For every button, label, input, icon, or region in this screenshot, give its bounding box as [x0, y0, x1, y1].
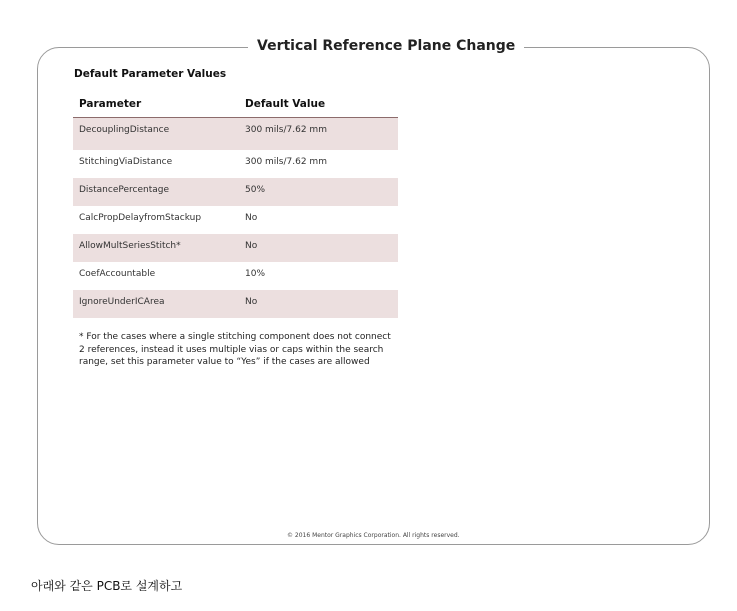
- cell-parameter: IgnoreUnderICArea: [73, 290, 239, 318]
- table-row: [73, 234, 398, 262]
- section-title: Default Parameter Values: [74, 68, 227, 80]
- table-row: [73, 150, 398, 178]
- cell-value: 300 mils/7.62 mm: [239, 118, 398, 150]
- table-row: [73, 206, 398, 234]
- table-row: [73, 178, 398, 206]
- cell-parameter: CoefAccountable: [79, 268, 156, 279]
- cell-value: No: [245, 212, 258, 223]
- slide-title: Vertical Reference Plane Change: [248, 36, 524, 56]
- cell-value: No: [239, 234, 398, 262]
- table-row: [73, 290, 398, 318]
- cell-value: 300 mils/7.62 mm: [245, 156, 327, 167]
- cell-value: 10%: [245, 268, 266, 279]
- cell-parameter: CalcPropDelayfromStackup: [79, 212, 202, 223]
- footnote: * For the cases where a single stitching component does not connect 2 references, instead it uses multiple vias or caps within the search range, set this parameter value to “Yes” if the cases are allowed: [79, 332, 391, 367]
- cell-parameter: DistancePercentage: [73, 178, 239, 206]
- copyright-notice: © 2016 Mentor Graphics Corporation. All rights reserved.: [287, 532, 460, 539]
- table-header-row: [73, 91, 398, 118]
- cell-parameter: DecouplingDistance: [73, 118, 239, 150]
- header-parameter: Parameter: [73, 91, 239, 118]
- cell-value: No: [239, 290, 398, 318]
- cell-parameter: StitchingViaDistance: [79, 156, 173, 167]
- parameter-table: [73, 91, 398, 318]
- cell-parameter: AllowMultSeriesStitch*: [73, 234, 239, 262]
- cell-value: 50%: [239, 178, 398, 206]
- caption-text: 아래와 같은 PCB로 설계하고: [31, 579, 183, 593]
- table-row: [73, 118, 398, 150]
- header-default-value: Default Value: [239, 91, 398, 118]
- table-row: [73, 262, 398, 290]
